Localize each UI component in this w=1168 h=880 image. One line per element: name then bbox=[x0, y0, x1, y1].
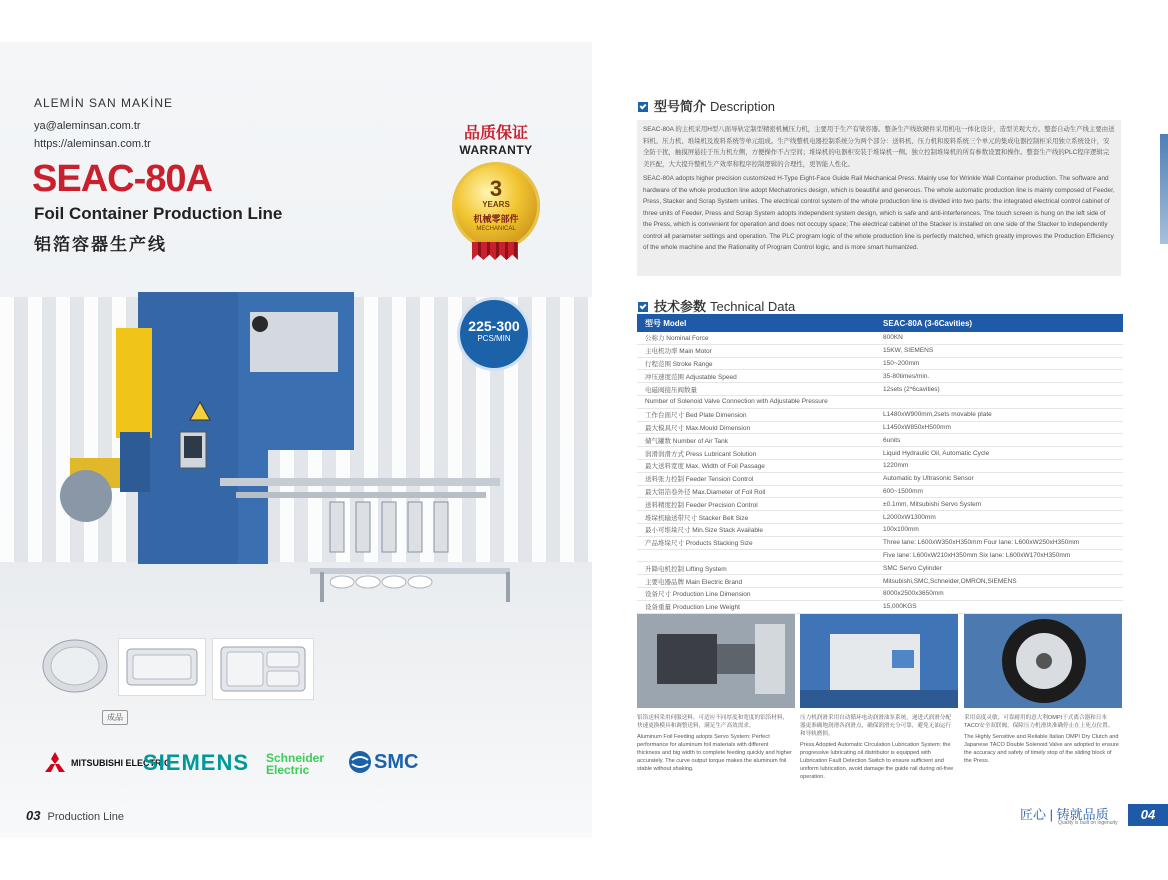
table-row bbox=[637, 600, 1123, 613]
slogan bbox=[1020, 804, 1117, 826]
mitsubishi-text: MITSUBISHI ELECTRIC bbox=[71, 757, 171, 768]
caption-cn: 压力机润滑采用自动循环电动润滑油泵系统，递进式润滑分配器更准确地润滑各润滑点，确保润滑充分可靠，避免无油运行和导轨磨损。 bbox=[800, 715, 952, 737]
description-box bbox=[637, 120, 1121, 276]
table-row bbox=[637, 459, 1123, 472]
table-row bbox=[637, 344, 1123, 357]
product-line-subtitle-cn: 铝箔容器生产线 bbox=[34, 235, 167, 254]
table-row bbox=[637, 536, 1123, 549]
seal-cn: 机械零部件 bbox=[473, 214, 519, 224]
right-page-number: 04 bbox=[1128, 804, 1168, 826]
table-row bbox=[637, 523, 1123, 536]
products-tag: 成品 bbox=[102, 710, 128, 725]
table-row bbox=[637, 383, 1123, 396]
schneider-logo: Schneider Electric bbox=[266, 751, 325, 777]
param-name-cell: 最大铝箔卷外径 Max.Diameter of Foil Roll bbox=[637, 485, 875, 498]
warranty-cn: 品质保证 bbox=[463, 125, 528, 142]
right-page bbox=[600, 42, 1168, 838]
caption-en: Aluminum Foil Feeding adopts Servo System: Perfect performance for aluminum foil materials with different thickness and big width to complete feeding quickly and higher accurately. The curve output torque makes the aluminum foil stable without shaking. bbox=[637, 734, 792, 772]
table-row bbox=[637, 447, 1123, 460]
param-name-cell: 送料精度控制 Feeder Precision Control bbox=[637, 498, 875, 511]
param-value-cell: 6units bbox=[875, 434, 1123, 447]
speed-value: 225-300 bbox=[468, 318, 520, 334]
checkbox-icon bbox=[638, 102, 648, 112]
tech-title-en: Technical Data bbox=[710, 299, 796, 314]
caption-en: Press Adopted Automatic Circulation Lubrication System: the progressive lubricating oil distributor is equipped with Lubrication Fault Detection Switch to ensure sufficient and uniform lubrication, avoid damage the guide rail during oil-free operation. bbox=[800, 742, 954, 780]
param-value-cell: Automatic by Ultrasonic Sensor bbox=[875, 472, 1123, 485]
left-page-number: 03 bbox=[26, 808, 41, 823]
description-en: SEAC-80A adopts higher precision customized H-Type Eight-Face Guide Rail Mechanical Press. Mainly use for Wrinkle Wall Container production. The software and hardware of the whole production line adopt Mechatronics design, which is beautiful and generous. The whole automatic production line is mainly composed of Feeder, Press, Stacker and Scrap System unites. The electrical control system of the whole production line is divided into two parts: the integrated electrical control cabinet of three units of Feeder, Press and Scrap System adopts independent system design, which is safe and anti-interferences. The touch screen is hung on the left side of the Press, which is convenient for operation and does not occupy space; The electrical cabinet of the Stacker is installed on one side of the Stacker to independently control all parameter settings and operation. The PLC program logic of the whole production line is perfectly matched, which greatly improves the Production Efficiency of the whole machine and the Rationality of Program Control logic, and is more smart humanized. bbox=[643, 175, 1115, 251]
table-row bbox=[637, 357, 1123, 370]
param-name-cell: 送料张力控制 Feeder Tension Control bbox=[637, 472, 875, 485]
table-row bbox=[637, 587, 1123, 600]
left-page bbox=[0, 42, 592, 838]
slogan-cn: 匠心 | 铸就品质 bbox=[1020, 807, 1109, 822]
param-value-cell: Three lane: L600xW350xH350mm Four lane: L600xW250xH350mm bbox=[875, 536, 1123, 549]
param-name-cell: 储气罐数 Number of Air Tank bbox=[637, 434, 875, 447]
table-row bbox=[637, 485, 1123, 498]
slogan-en: Quality is built on ingenuity bbox=[1058, 820, 1118, 826]
seal-mechanical: MECHANICAL bbox=[476, 226, 516, 232]
caption-en: The Highly Sensitive and Reliable Italian OMPI Dry Clutch and Japanese TACO Double Solenoid Valve are adopted to ensure the accuracy and safety of timely stop of the sliding block of the Press. bbox=[964, 734, 1119, 764]
company-name: ALEMİN SAN MAKİNE bbox=[34, 96, 174, 110]
param-value-cell: 15,000KGS bbox=[875, 600, 1123, 613]
warranty-en: WARRANTY bbox=[459, 143, 533, 157]
param-value-cell: 600~1500mm bbox=[875, 485, 1123, 498]
description-cn: SEAC-80A 的主机采用H型八面导轨定制型精密机械压力机，主要用于生产有皱容器。整条生产线软硬件采用机电一体化设计，造型美观大方。整套自动生产线主要由送料机、压力机、堆垛机及废料系统等单元组成。生产线整机电器控制系统分为两个部分：送料机、压力机和废料系统三个单元的集成电器控制柜采用独立系统设计，安全防干扰，触摸屏悬挂于压力机左侧，方便操作不占空间；堆垛机的电器柜安装于堆垛机一侧。独立控制堆垛机的所有参数设置和操作。整套生产线的PLC程序逻辑完美匹配，大大提升整机生产效率和程序控制逻辑的合理性，更智能人性化。 bbox=[643, 126, 1115, 168]
table-row bbox=[637, 511, 1123, 524]
param-value-cell: L1480xW900mm,2sets movable plate bbox=[875, 408, 1123, 421]
background-floor bbox=[0, 562, 592, 838]
tech-title-cn: 技术参数 bbox=[654, 299, 707, 314]
param-name-cell: 最大模具尺寸 Max.Mould Dimension bbox=[637, 421, 875, 434]
round-container-image bbox=[40, 636, 110, 696]
param-value-cell: 150~200mm bbox=[875, 357, 1123, 370]
table-row bbox=[637, 472, 1123, 485]
contact-email[interactable]: ya@aleminsan.com.tr bbox=[34, 120, 141, 132]
param-name-cell: 主电机功率 Main Motor bbox=[637, 344, 875, 357]
param-value-cell: 8000x2500x3650mm bbox=[875, 587, 1123, 600]
siemens-logo: SIEMENS bbox=[143, 750, 250, 775]
param-value-cell: 12sets (2*6cavities) bbox=[875, 383, 1123, 396]
param-value-cell: 800KN bbox=[875, 332, 1123, 344]
param-value-cell: Liquid Hydraulic Oil, Automatic Cycle bbox=[875, 447, 1123, 460]
table-header-cell: 型号 Model bbox=[637, 314, 875, 332]
param-value-cell: 15KW, SIEMENS bbox=[875, 344, 1123, 357]
smc-text: SMC bbox=[374, 750, 419, 773]
model-title: SEAC-80A bbox=[32, 158, 212, 200]
table-row bbox=[637, 332, 1123, 344]
param-name-cell: 升降电机控制 Lifting System bbox=[637, 562, 875, 575]
table-row bbox=[637, 434, 1123, 447]
compartment-container-image bbox=[212, 638, 314, 700]
caption-cn: 采用高度灵敏，可靠耐用的意大利OMPI干式离合器和日本TACO安全双联阀，保障压力机滑块准确停止在上死点位置。 bbox=[964, 715, 1114, 729]
param-name-cell: 主要电器品牌 Main Electric Brand bbox=[637, 575, 875, 588]
servo-feeder-photo bbox=[637, 614, 795, 708]
seal-years: YEARS bbox=[482, 200, 510, 209]
rectangular-container-image bbox=[118, 638, 206, 696]
dry-clutch-photo bbox=[964, 614, 1122, 708]
table-header-cell: SEAC-80A (3-6Cavities) bbox=[875, 314, 1123, 332]
smc-logo bbox=[348, 750, 418, 774]
production-line-machine-image bbox=[60, 282, 530, 602]
smc-circle-icon bbox=[348, 750, 372, 774]
param-value-cell: SMC Servo Cylinder bbox=[875, 562, 1123, 575]
param-name-cell: 堆垛机输送带尺寸 Stacker Belt Size bbox=[637, 511, 875, 524]
param-value-cell: L1450xW850xH500mm bbox=[875, 421, 1123, 434]
seal-ribbon-icon bbox=[472, 242, 518, 260]
speed-unit: PCS/MIN bbox=[477, 334, 511, 343]
param-name-cell: 设备尺寸 Production Line Dimension bbox=[637, 587, 875, 600]
caption-clutch bbox=[964, 714, 1120, 765]
table-row bbox=[637, 370, 1123, 383]
param-value-cell: 100x100mm bbox=[875, 523, 1123, 536]
next-page-edge bbox=[1160, 134, 1168, 244]
param-name-cell: 工作台面尺寸 Bed Plate Dimension bbox=[637, 408, 875, 421]
warranty-label bbox=[456, 120, 536, 157]
param-value-cell: L2000xW1300mm bbox=[875, 511, 1123, 524]
description-section-title bbox=[638, 96, 775, 115]
param-name-cell: 最小可堆垛尺寸 Min.Size Stack Available bbox=[637, 523, 875, 536]
param-name-cell: 设备重量 Production Line Weight bbox=[637, 600, 875, 613]
table-header-row bbox=[637, 314, 1123, 332]
lubrication-system-photo bbox=[800, 614, 958, 708]
param-name-cell: Number of Solenoid Valve Connection with Adjustable Pressure bbox=[637, 395, 1123, 408]
table-row bbox=[637, 562, 1123, 575]
param-name-cell: 电磁阀接压阀数量 bbox=[637, 383, 875, 396]
param-name-cell: 冲压速度范围 Adjustable Speed bbox=[637, 370, 875, 383]
table-row bbox=[637, 549, 1123, 562]
caption-servo-feeder bbox=[637, 714, 793, 773]
param-name-cell: 润滑润滑方式 Press Lubricant Solution bbox=[637, 447, 875, 460]
description-title-en: Description bbox=[710, 99, 776, 114]
param-value-cell: ±0.1mm, Mitsubishi Servo System bbox=[875, 498, 1123, 511]
technical-data-table bbox=[637, 314, 1123, 614]
table-row bbox=[637, 575, 1123, 588]
left-page-footer bbox=[26, 808, 124, 823]
seal-number: 3 bbox=[489, 176, 503, 201]
table-row bbox=[637, 498, 1123, 511]
param-value-cell: 35-80times/min. bbox=[875, 370, 1123, 383]
param-value-cell: Five lane: L600xW210xH350mm Six lane: L600xW170xH350mm bbox=[875, 549, 1123, 562]
caption-lubrication bbox=[800, 714, 956, 781]
tech-section-title bbox=[638, 296, 795, 315]
param-name-cell: 公称力 Nominal Force bbox=[637, 332, 875, 344]
checkbox-icon bbox=[638, 302, 648, 312]
contact-website[interactable]: https://aleminsan.com.tr bbox=[34, 138, 151, 150]
description-title-cn: 型号简介 bbox=[654, 99, 707, 114]
caption-cn: 铝箔送料采用伺服送料，可适应不同厚度和宽度的铝箔材料，快速更换模具和调整送料，满足生产高效需求。 bbox=[637, 715, 789, 729]
left-page-label: Production Line bbox=[47, 811, 124, 823]
mitsubishi-diamonds-icon bbox=[42, 752, 68, 774]
param-name-cell: 产品堆垛尺寸 Products Stacking Size bbox=[637, 536, 875, 549]
param-value-cell: 1220mm bbox=[875, 459, 1123, 472]
param-name-cell: 最大送料宽度 Max. Width of Foil Passage bbox=[637, 459, 875, 472]
param-value-cell: Mitsubishi,SMC,Schneider,OMRON,SIEMENS bbox=[875, 575, 1123, 588]
product-line-subtitle-en: Foil Container Production Line bbox=[34, 204, 283, 223]
table-row bbox=[637, 408, 1123, 421]
table-row bbox=[637, 395, 1123, 408]
table-row bbox=[637, 421, 1123, 434]
warranty-seal-icon bbox=[452, 162, 540, 250]
param-name-cell bbox=[637, 549, 875, 562]
param-name-cell: 行程范围 Stroke Range bbox=[637, 357, 875, 370]
